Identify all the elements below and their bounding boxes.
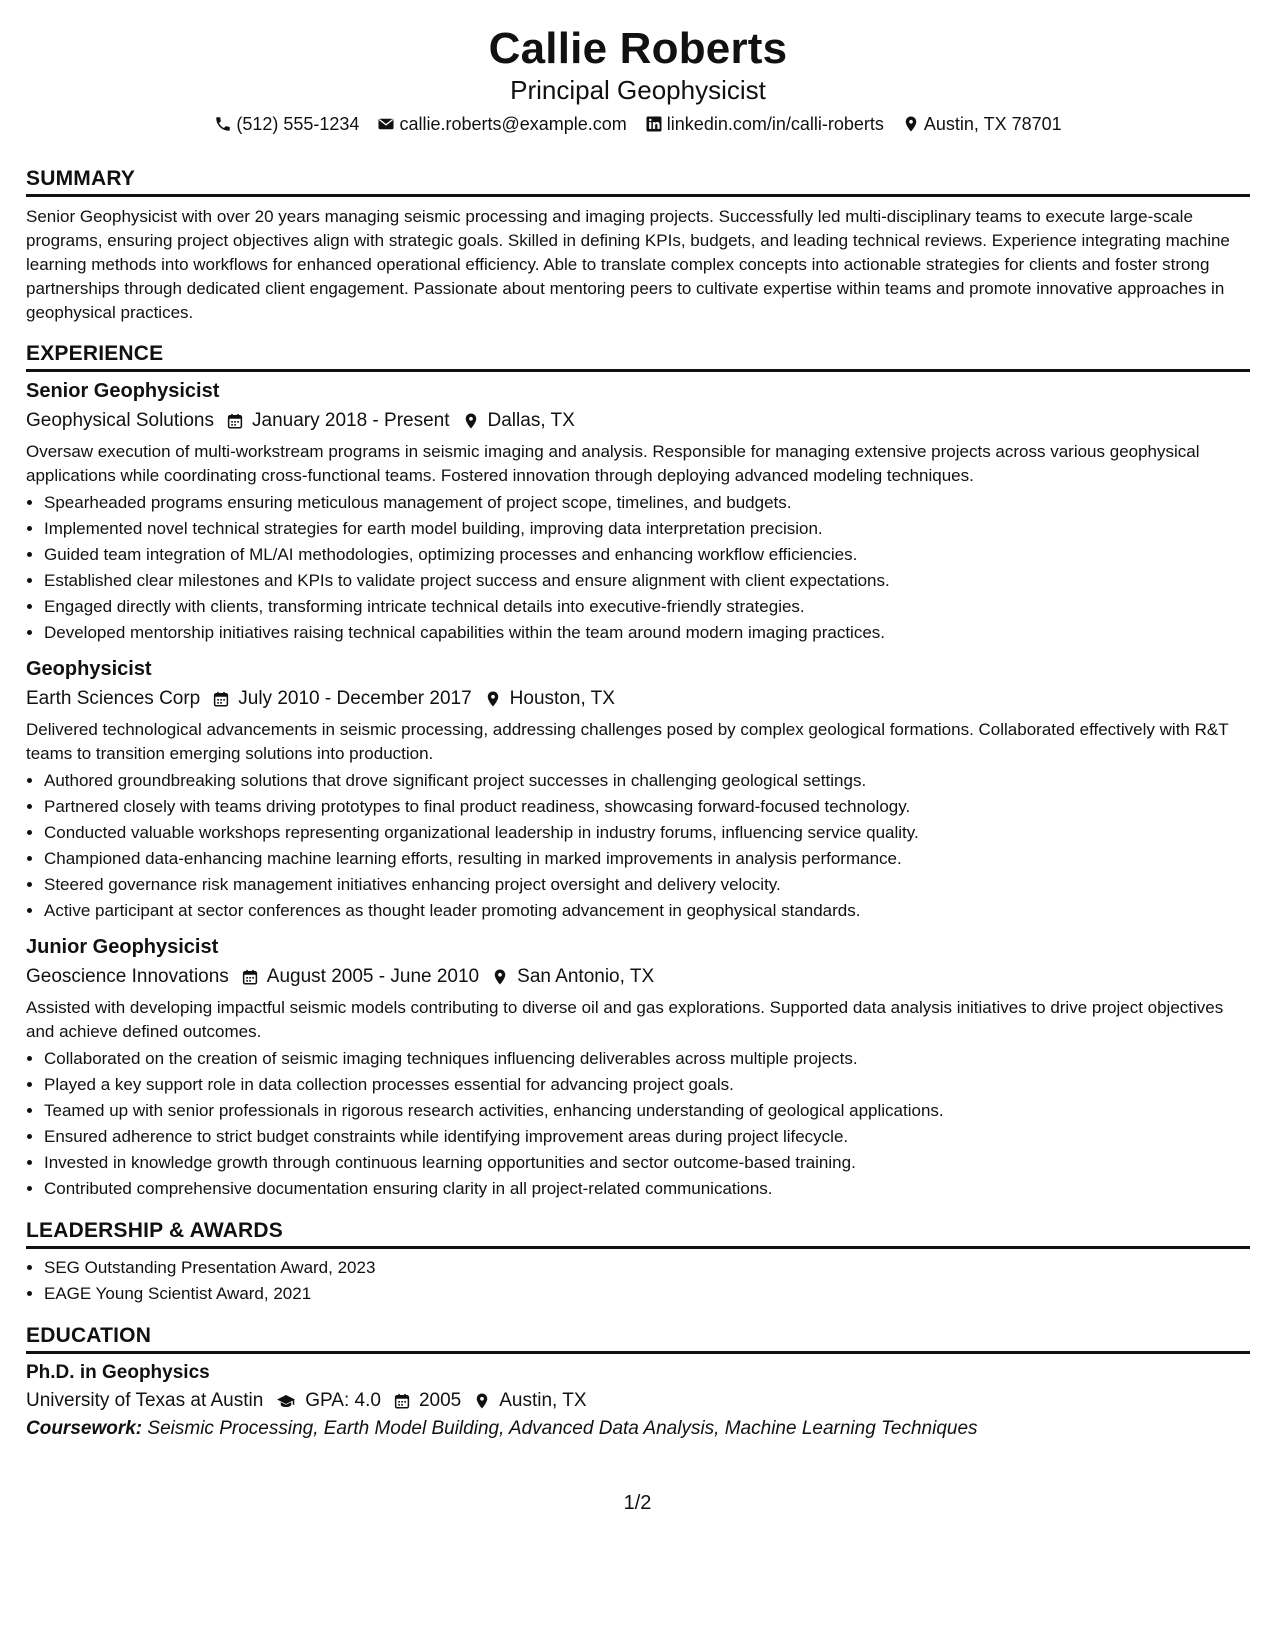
linkedin-text: linkedin.com/in/calli-roberts: [666, 114, 884, 134]
list-item: • Authored groundbreaking solutions that drove significant project successes in challenging geological settings.: [44, 768, 1250, 794]
education-meta: [26, 1388, 1250, 1414]
job-description: Oversaw execution of multi-workstream programs in seismic imaging and analysis. Responsible for managing extensive projects across various geophysical applications while coordinating cross-functional teams. Fostered innovation through deploying advanced modeling techniques.: [26, 442, 1200, 485]
education-location-text: Austin, TX: [499, 1390, 587, 1411]
job-bullets: [26, 490, 1250, 646]
job-location-text: San Antonio, TX: [517, 966, 655, 987]
candidate-title: Principal Geophysicist: [510, 75, 766, 105]
gpa-text: GPA: 4.0: [305, 1390, 381, 1411]
list-item: • Played a key support role in data collection processes essential for advancing project goals.: [44, 1072, 1250, 1098]
job-entry: [26, 934, 1250, 1202]
email-text: callie.roberts@example.com: [399, 114, 627, 134]
calendar-icon: [212, 690, 230, 708]
list-item: • SEG Outstanding Presentation Award, 2023: [44, 1255, 1250, 1281]
coursework: [26, 1416, 1250, 1442]
list-item: • Contributed comprehensive documentation ensuring clarity in all project-related communications.: [44, 1176, 1250, 1202]
contact-phone[interactable]: [214, 112, 359, 136]
list-item: • Invested in knowledge growth through continuous learning opportunities and sector outcome-based training.: [44, 1150, 1250, 1176]
list-item: • Collaborated on the creation of seismic imaging techniques influencing deliverables across multiple projects.: [44, 1046, 1250, 1072]
job-meta: [26, 964, 1250, 990]
job-company: Geophysical Solutions: [26, 410, 214, 431]
calendar-icon: [226, 412, 244, 430]
year-text: 2005: [418, 1390, 462, 1411]
awards-list: [26, 1255, 1250, 1307]
job-entry: [26, 656, 1250, 924]
phone-icon: [214, 115, 232, 133]
linkedin-icon: [645, 115, 663, 133]
job-location: [462, 408, 575, 434]
job-dates: [241, 964, 479, 990]
calendar-icon: [241, 968, 259, 986]
job-location-text: Dallas, TX: [487, 410, 575, 431]
calendar-icon: [393, 1392, 411, 1410]
map-pin-icon: [902, 115, 920, 133]
summary-text: Senior Geophysicist with over 20 years managing seismic processing and imaging projects. Successfully led multi-disciplinary teams to execute large-scale programs, ensuring project objectives align with strategic goals. Skilled in defining KPIs, budgets, and leading technical reviews. Experience integrating machine learning methods into workflows for enhanced operational efficiency. Able to translate complex concepts into actionable strategies for clients and foster strong partnerships through dedicated client engagement. Passionate about mentoring peers to cultivate expertise within teams and promote innovative approaches in geophysical practices.: [26, 207, 1230, 322]
phone-text: (512) 555-1234: [236, 114, 360, 134]
awards-heading: LEADERSHIP & AWARDS: [26, 1218, 1250, 1249]
list-item: • Teamed up with senior professionals in rigorous research activities, enhancing understanding of geological applications.: [44, 1098, 1250, 1124]
contact-linkedin[interactable]: [645, 112, 884, 136]
degree-title: Ph.D. in Geophysics: [26, 1362, 210, 1383]
job-dates-text: August 2005 - June 2010: [266, 966, 480, 987]
job-bullets: [26, 1046, 1250, 1202]
list-item: • Ensured adherence to strict budget constraints while identifying improvement areas during project lifecycle.: [44, 1124, 1250, 1150]
list-item: • Developed mentorship initiatives raising technical capabilities within the team around modern imaging practices.: [44, 620, 1250, 646]
job-entry: [26, 378, 1250, 646]
list-item: • Partnered closely with teams driving prototypes to final product readiness, showcasing forward-focused technology.: [44, 794, 1250, 820]
education-heading: EDUCATION: [26, 1323, 1250, 1354]
contact-location: [902, 112, 1062, 136]
page-number: 1/2: [623, 1492, 652, 1514]
list-item: • Spearheaded programs ensuring meticulous management of project scope, timelines, and budgets.: [44, 490, 1250, 516]
list-item: • Active participant at sector conferences as thought leader promoting advancement in geophysical standards.: [44, 898, 1250, 924]
job-company: Earth Sciences Corp: [26, 688, 201, 709]
map-pin-icon: [462, 412, 480, 430]
job-dates-text: January 2018 - Present: [252, 410, 450, 431]
contact-email[interactable]: [377, 112, 626, 136]
map-pin-icon: [491, 968, 509, 986]
coursework-label: Coursework:: [26, 1418, 143, 1439]
job-title: Geophysicist: [26, 658, 152, 680]
job-description: Assisted with developing impactful seismic models contributing to diverse oil and gas explorations. Supported data analysis initiatives to drive project objectives and achieve defined outcomes.: [26, 998, 1224, 1041]
contact-row: [26, 112, 1250, 136]
summary-heading: SUMMARY: [26, 166, 1250, 197]
job-company: Geoscience Innovations: [26, 966, 229, 987]
education-year: [393, 1388, 461, 1414]
list-item: • Steered governance risk management initiatives enhancing project oversight and delivery velocity.: [44, 872, 1250, 898]
job-meta: [26, 686, 1250, 712]
list-item: • Established clear milestones and KPIs to validate project success and ensure alignment with client expectations.: [44, 568, 1250, 594]
job-location-text: Houston, TX: [509, 688, 615, 709]
job-title: Junior Geophysicist: [26, 936, 219, 958]
job-title: Senior Geophysicist: [26, 380, 220, 402]
job-description: Delivered technological advancements in seismic processing, addressing challenges posed by complex geological formations. Collaborated effectively with R&T teams to transition emerging solutions into production.: [26, 720, 1229, 763]
location-text: Austin, TX 78701: [923, 114, 1062, 134]
resume-header: [26, 24, 1250, 136]
experience-heading: EXPERIENCE: [26, 341, 1250, 372]
job-dates: [212, 686, 471, 712]
candidate-name: Callie Roberts: [488, 24, 788, 73]
list-item: • Conducted valuable workshops representing organizational leadership in industry forums, influencing service quality.: [44, 820, 1250, 846]
list-item: • Engaged directly with clients, transforming intricate technical details into executive-friendly strategies.: [44, 594, 1250, 620]
map-pin-icon: [473, 1392, 491, 1410]
job-dates: [226, 408, 450, 434]
coursework-text: Seismic Processing, Earth Model Building, Advanced Data Analysis, Machine Learning Techniques: [147, 1418, 978, 1439]
graduation-cap-icon: [275, 1392, 297, 1410]
map-pin-icon: [484, 690, 502, 708]
job-location: [484, 686, 615, 712]
job-dates-text: July 2010 - December 2017: [238, 688, 472, 709]
list-item: • Implemented novel technical strategies for earth model building, improving data interpretation precision.: [44, 516, 1250, 542]
school-name: University of Texas at Austin: [26, 1390, 264, 1411]
education-location: [473, 1388, 586, 1414]
list-item: • EAGE Young Scientist Award, 2021: [44, 1281, 1250, 1307]
job-location: [491, 964, 654, 990]
list-item: • Championed data-enhancing machine learning efforts, resulting in marked improvements in analysis performance.: [44, 846, 1250, 872]
resume-page: [26, 0, 1250, 1442]
envelope-icon: [377, 115, 395, 133]
job-meta: [26, 408, 1250, 434]
job-bullets: [26, 768, 1250, 924]
list-item: • Guided team integration of ML/AI methodologies, optimizing processes and enhancing workflow efficiencies.: [44, 542, 1250, 568]
education-gpa: [275, 1388, 381, 1414]
